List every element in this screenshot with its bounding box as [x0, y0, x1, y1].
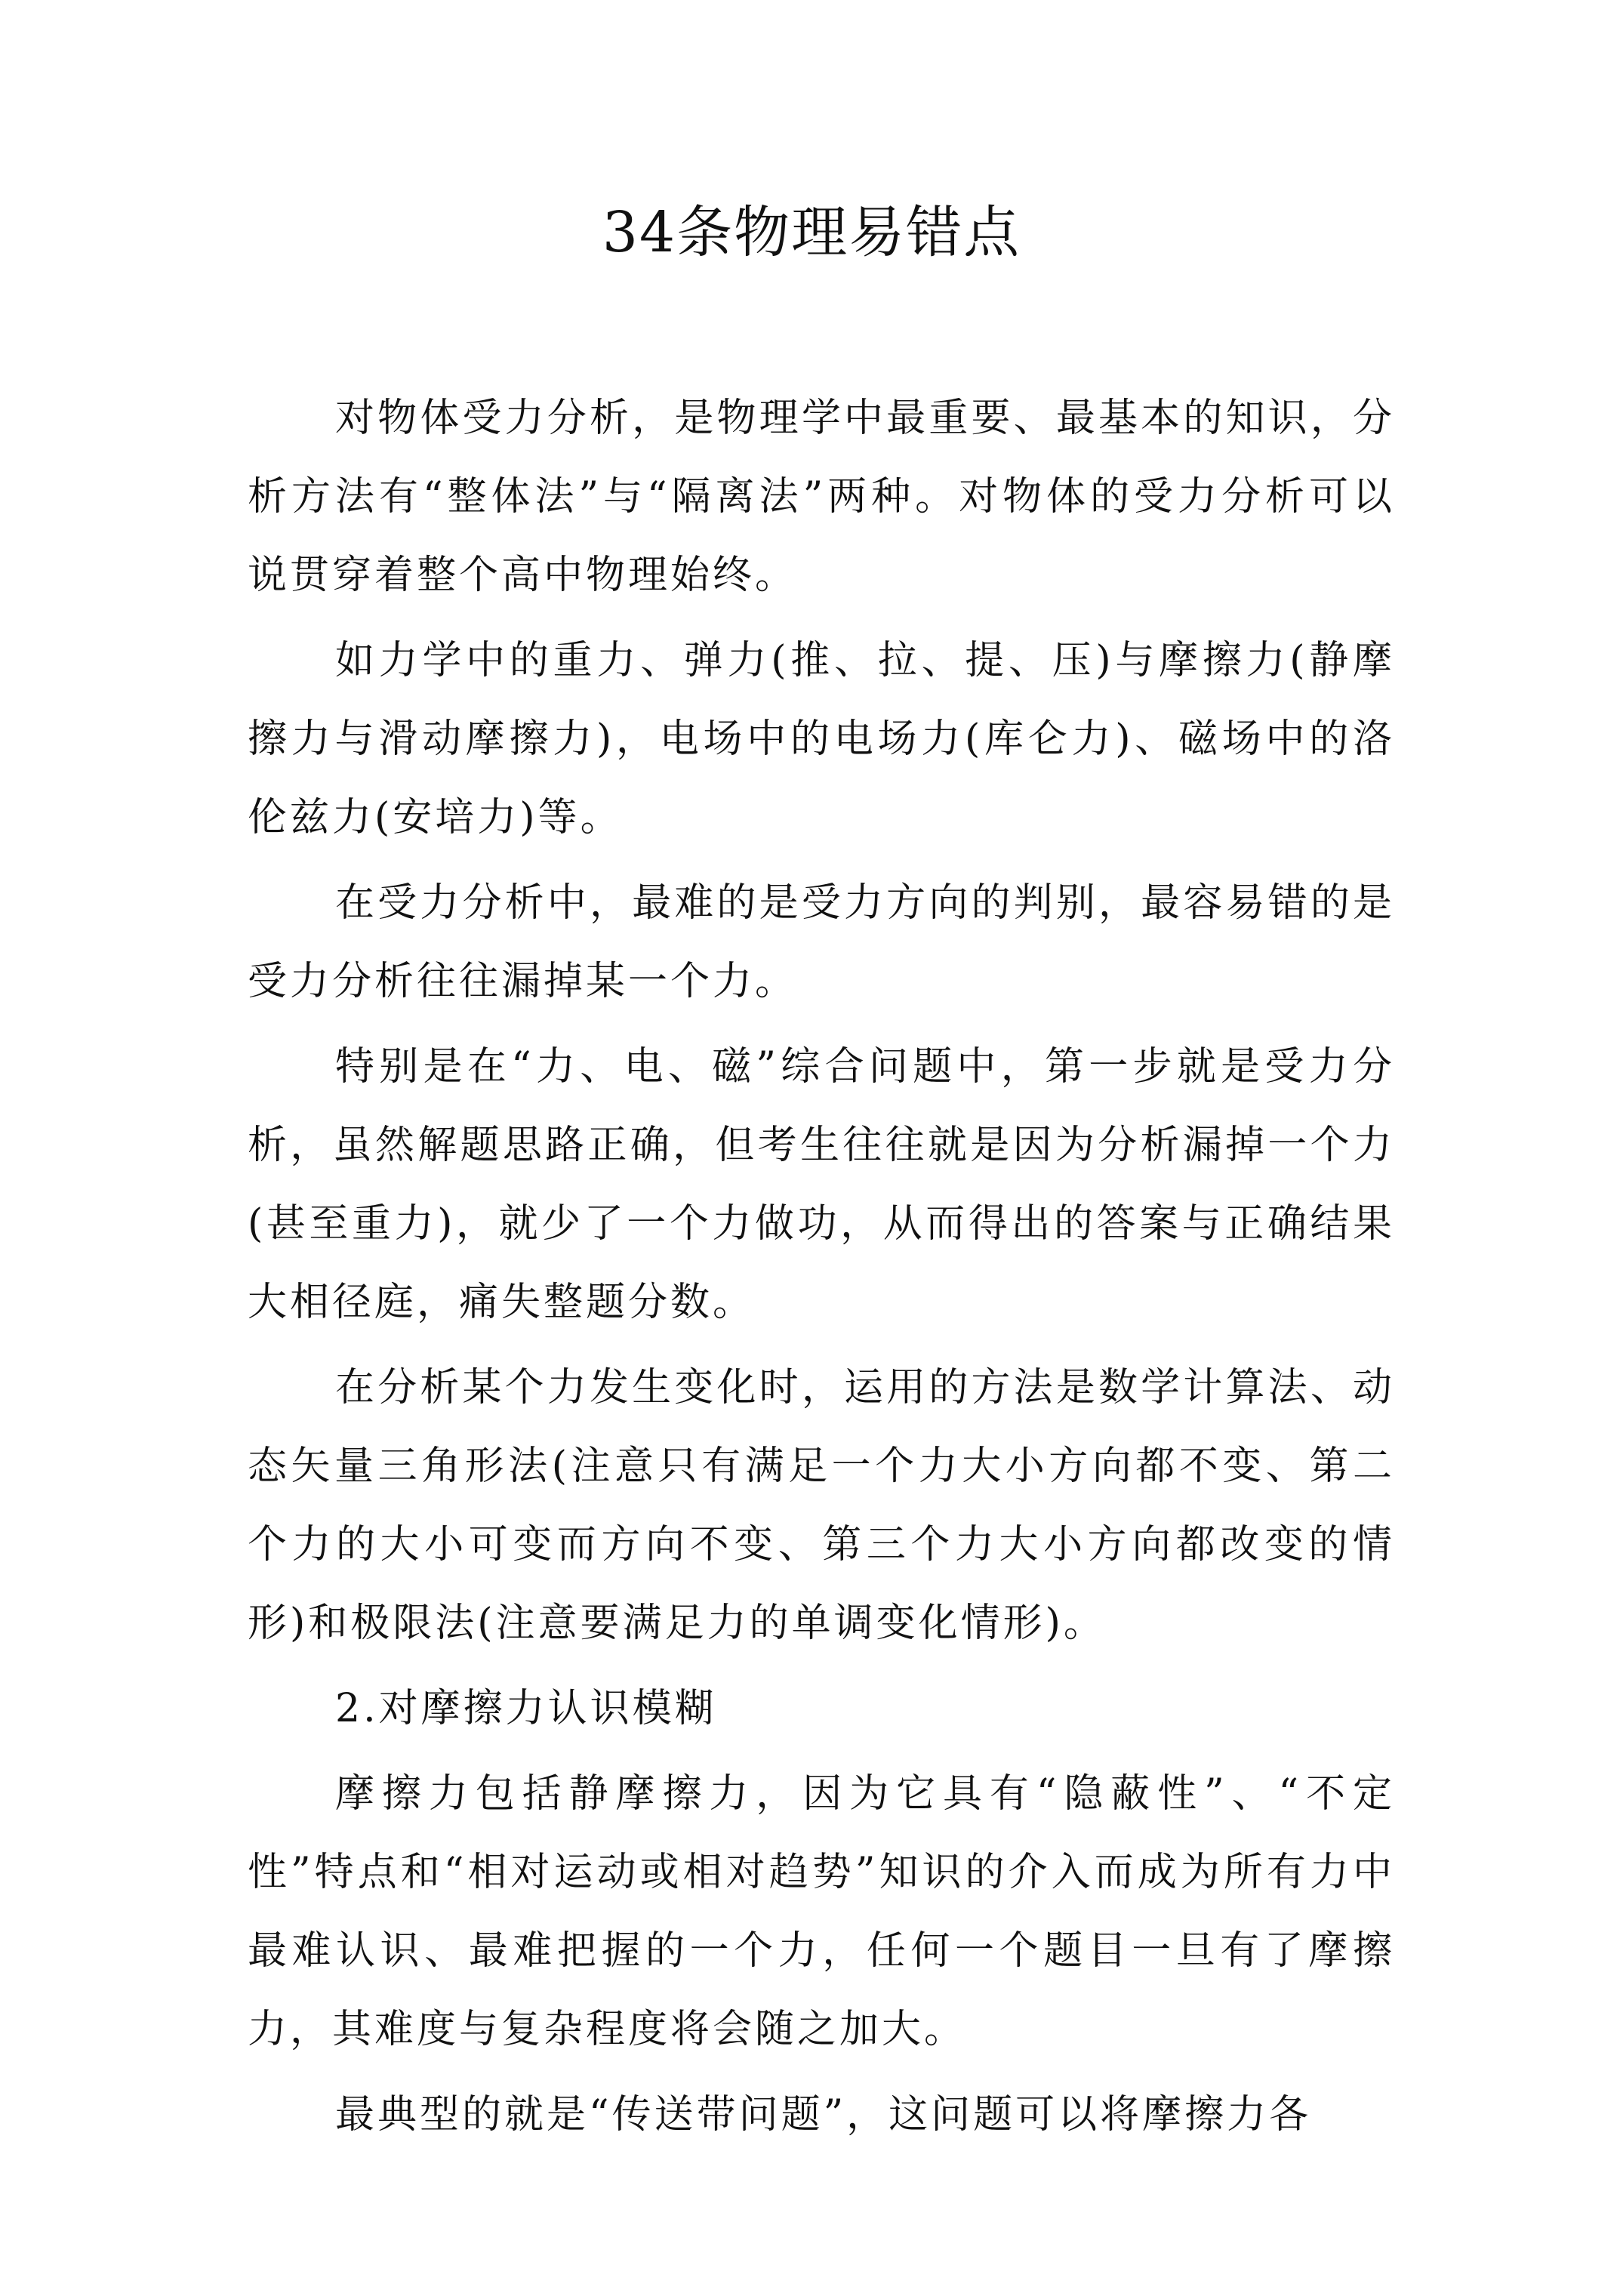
paragraph-combined-problems: 特别是在“力、电、磁”综合问题中，第一步就是受力分析，虽然解题思路正确，但考生往往就是因为分析漏掉一个力(甚至重力)，就少了一个力做功，从而得出的答案与正确结果大相径庭，痛失整题分数。 [248, 1044, 1395, 1325]
section-heading-friction: 2.对摩擦力认识模糊 [335, 1686, 717, 1731]
paragraph-force-types: 如力学中的重力、弹力(推、拉、提、压)与摩擦力(静摩擦力与滑动摩擦力)，电场中的电场力(库仑力)、磁场中的洛伦兹力(安培力)等。 [248, 638, 1395, 840]
document-title: 34条物理易错点 [602, 200, 1021, 265]
document-body [248, 379, 1395, 2161]
paragraph-force-analysis-intro: 对物体受力分析，是物理学中最重要、最基本的知识，分析方法有“整体法”与“隔离法”两种。对物体的受力分析可以说贯穿着整个高中物理始终。 [248, 396, 1395, 598]
paragraph-force-direction: 在受力分析中，最难的是受力方向的判别，最容易错的是受力分析往往漏掉某一个力。 [248, 880, 1395, 1004]
paragraph-changing-force-methods: 在分析某个力发生变化时，运用的方法是数学计算法、动态矢量三角形法(注意只有满足一个力大小方向都不变、第二个力的大小可变而方向不变、第三个力大小方向都改变的情形)和极限法(注意要满足力的单调变化情形)。 [248, 1365, 1395, 1646]
paragraph-friction-difficulty: 摩擦力包括静摩擦力，因为它具有“隐蔽性”、“不定性”特点和“相对运动或相对趋势”知识的介入而成为所有力中最难认识、最难把握的一个力，任何一个题目一旦有了摩擦力，其难度与复杂程度将会随之加大。 [248, 1771, 1395, 2052]
paragraph-conveyor-belt: 最典型的就是“传送带问题”，这问题可以将摩擦力各 [335, 2092, 1312, 2137]
